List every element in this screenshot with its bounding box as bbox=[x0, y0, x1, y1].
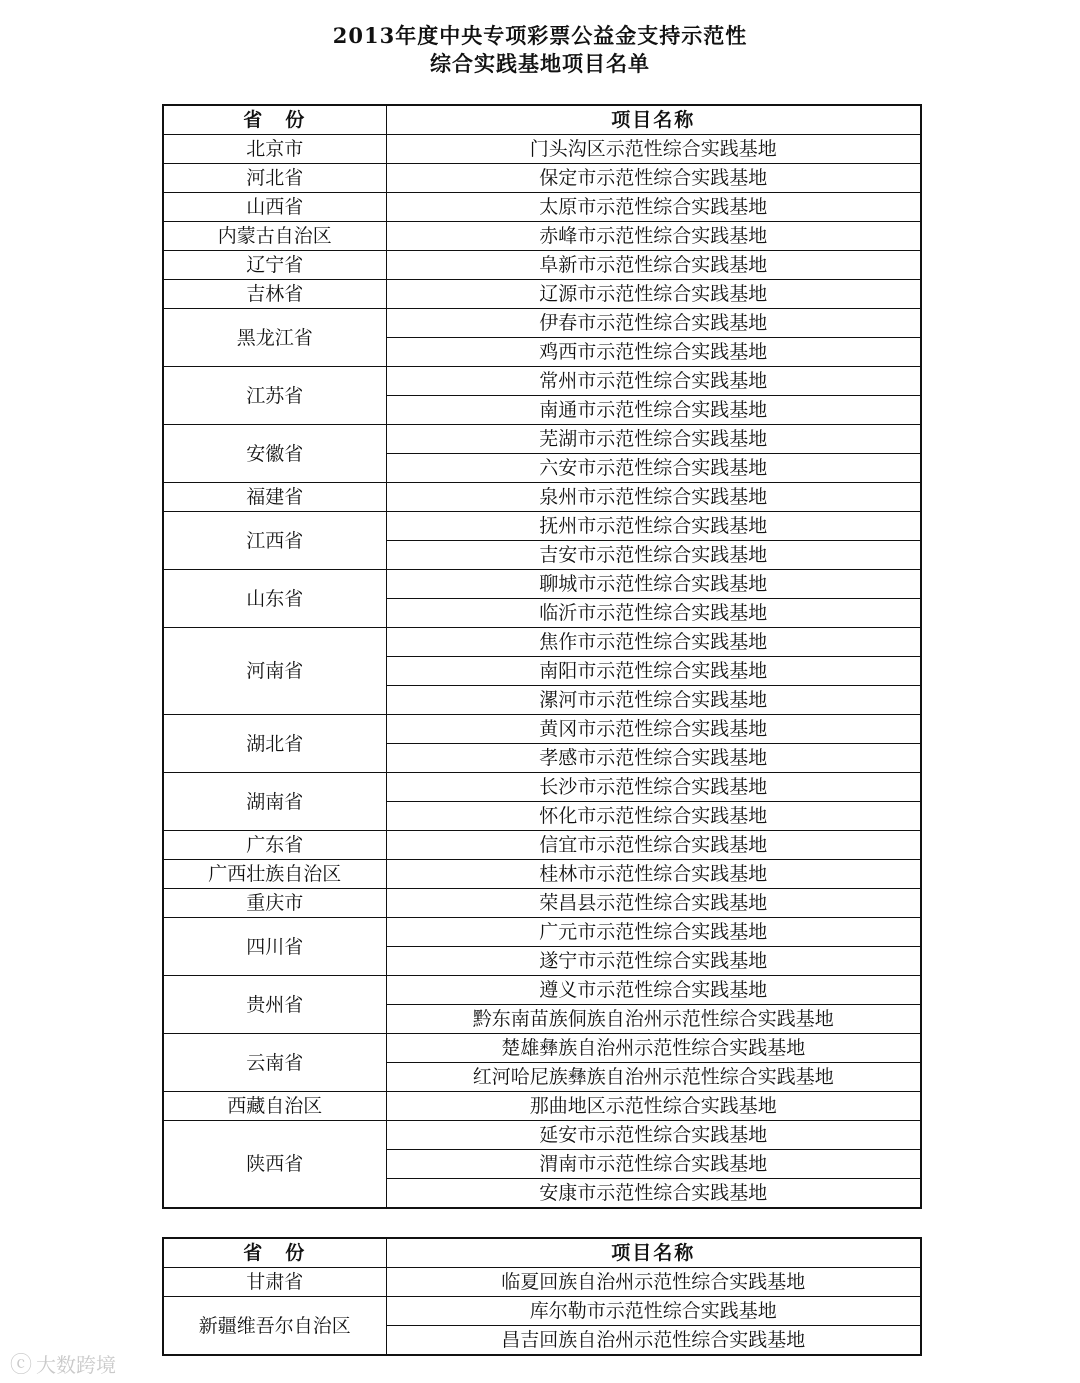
project-column-header: 项目名称 bbox=[386, 105, 921, 135]
province-cell: 陕西省 bbox=[163, 1121, 386, 1209]
table-row bbox=[163, 280, 921, 309]
province-column-header: 省 份 bbox=[163, 1238, 386, 1268]
table-row bbox=[163, 251, 921, 280]
province-cell: 湖北省 bbox=[163, 715, 386, 773]
table-row bbox=[163, 570, 921, 599]
project-cell: 楚雄彝族自治州示范性综合实践基地 bbox=[386, 1034, 921, 1063]
table-header-row bbox=[163, 105, 921, 135]
table-row bbox=[163, 309, 921, 338]
table-row bbox=[163, 715, 921, 744]
project-cell: 黄冈市示范性综合实践基地 bbox=[386, 715, 921, 744]
project-cell: 抚州市示范性综合实践基地 bbox=[386, 512, 921, 541]
table-row bbox=[163, 773, 921, 802]
province-cell: 北京市 bbox=[163, 135, 386, 164]
project-cell: 太原市示范性综合实践基地 bbox=[386, 193, 921, 222]
project-cell: 遵义市示范性综合实践基地 bbox=[386, 976, 921, 1005]
project-cell: 库尔勒市示范性综合实践基地 bbox=[386, 1297, 921, 1326]
province-cell: 江苏省 bbox=[163, 367, 386, 425]
project-cell: 聊城市示范性综合实践基地 bbox=[386, 570, 921, 599]
project-cell: 渭南市示范性综合实践基地 bbox=[386, 1150, 921, 1179]
province-cell: 安徽省 bbox=[163, 425, 386, 483]
project-cell: 南通市示范性综合实践基地 bbox=[386, 396, 921, 425]
project-cell: 焦作市示范性综合实践基地 bbox=[386, 628, 921, 657]
project-cell: 信宜市示范性综合实践基地 bbox=[386, 831, 921, 860]
table-row bbox=[163, 889, 921, 918]
project-cell: 昌吉回族自治州示范性综合实践基地 bbox=[386, 1326, 921, 1356]
table-row bbox=[163, 976, 921, 1005]
project-table-1 bbox=[162, 104, 922, 1209]
province-cell: 黑龙江省 bbox=[163, 309, 386, 367]
table-body bbox=[163, 135, 921, 1209]
project-cell: 荣昌县示范性综合实践基地 bbox=[386, 889, 921, 918]
table-row bbox=[163, 918, 921, 947]
table-row bbox=[163, 628, 921, 657]
province-cell: 吉林省 bbox=[163, 280, 386, 309]
province-cell: 重庆市 bbox=[163, 889, 386, 918]
province-cell: 福建省 bbox=[163, 483, 386, 512]
table-row bbox=[163, 222, 921, 251]
table-body bbox=[163, 1268, 921, 1356]
province-cell: 贵州省 bbox=[163, 976, 386, 1034]
project-cell: 吉安市示范性综合实践基地 bbox=[386, 541, 921, 570]
province-cell: 内蒙古自治区 bbox=[163, 222, 386, 251]
province-cell: 山西省 bbox=[163, 193, 386, 222]
table-row bbox=[163, 1092, 921, 1121]
project-cell: 鸡西市示范性综合实践基地 bbox=[386, 338, 921, 367]
province-cell: 广东省 bbox=[163, 831, 386, 860]
project-cell: 广元市示范性综合实践基地 bbox=[386, 918, 921, 947]
province-cell: 江西省 bbox=[163, 512, 386, 570]
province-cell: 河南省 bbox=[163, 628, 386, 715]
project-cell: 门头沟区示范性综合实践基地 bbox=[386, 135, 921, 164]
page-title: 2013年度中央专项彩票公益金支持示范性 bbox=[332, 23, 748, 48]
table-row bbox=[163, 831, 921, 860]
project-cell: 那曲地区示范性综合实践基地 bbox=[386, 1092, 921, 1121]
table-row bbox=[163, 1297, 921, 1326]
table-row bbox=[163, 1268, 921, 1297]
province-cell: 山东省 bbox=[163, 570, 386, 628]
province-cell: 甘肃省 bbox=[163, 1268, 386, 1297]
table-row bbox=[163, 135, 921, 164]
table-row bbox=[163, 193, 921, 222]
table-row bbox=[163, 425, 921, 454]
project-cell: 临夏回族自治州示范性综合实践基地 bbox=[386, 1268, 921, 1297]
project-cell: 红河哈尼族彝族自治州示范性综合实践基地 bbox=[386, 1063, 921, 1092]
project-cell: 长沙市示范性综合实践基地 bbox=[386, 773, 921, 802]
project-cell: 黔东南苗族侗族自治州示范性综合实践基地 bbox=[386, 1005, 921, 1034]
project-cell: 泉州市示范性综合实践基地 bbox=[386, 483, 921, 512]
project-cell: 保定市示范性综合实践基地 bbox=[386, 164, 921, 193]
table-row bbox=[163, 483, 921, 512]
project-column-header: 项目名称 bbox=[386, 1238, 921, 1268]
province-cell: 四川省 bbox=[163, 918, 386, 976]
project-cell: 阜新市示范性综合实践基地 bbox=[386, 251, 921, 280]
province-cell: 湖南省 bbox=[163, 773, 386, 831]
project-cell: 赤峰市示范性综合实践基地 bbox=[386, 222, 921, 251]
province-column-header: 省 份 bbox=[163, 105, 386, 135]
project-cell: 芜湖市示范性综合实践基地 bbox=[386, 425, 921, 454]
project-cell: 孝感市示范性综合实践基地 bbox=[386, 744, 921, 773]
table-header-row bbox=[163, 1238, 921, 1268]
project-cell: 怀化市示范性综合实践基地 bbox=[386, 802, 921, 831]
table-row bbox=[163, 164, 921, 193]
table-row bbox=[163, 367, 921, 396]
project-cell: 遂宁市示范性综合实践基地 bbox=[386, 947, 921, 976]
project-cell: 桂林市示范性综合实践基地 bbox=[386, 860, 921, 889]
project-cell: 伊春市示范性综合实践基地 bbox=[386, 309, 921, 338]
province-cell: 广西壮族自治区 bbox=[163, 860, 386, 889]
project-cell: 辽源市示范性综合实践基地 bbox=[386, 280, 921, 309]
province-cell: 河北省 bbox=[163, 164, 386, 193]
project-cell: 常州市示范性综合实践基地 bbox=[386, 367, 921, 396]
province-cell: 西藏自治区 bbox=[163, 1092, 386, 1121]
project-cell: 安康市示范性综合实践基地 bbox=[386, 1179, 921, 1209]
project-cell: 六安市示范性综合实践基地 bbox=[386, 454, 921, 483]
bubble-logo-icon: ⓒ bbox=[10, 1353, 33, 1378]
project-cell: 南阳市示范性综合实践基地 bbox=[386, 657, 921, 686]
table-row bbox=[163, 1034, 921, 1063]
watermark-text: 大数跨境 bbox=[36, 1353, 117, 1377]
project-cell: 临沂市示范性综合实践基地 bbox=[386, 599, 921, 628]
project-table-2 bbox=[162, 1237, 922, 1356]
page-subtitle: 综合实践基地项目名单 bbox=[430, 51, 650, 76]
watermark bbox=[10, 1348, 116, 1379]
table-row bbox=[163, 1121, 921, 1150]
project-cell: 漯河市示范性综合实践基地 bbox=[386, 686, 921, 715]
province-cell: 辽宁省 bbox=[163, 251, 386, 280]
province-cell: 新疆维吾尔自治区 bbox=[163, 1297, 386, 1356]
project-cell: 延安市示范性综合实践基地 bbox=[386, 1121, 921, 1150]
table-row bbox=[163, 512, 921, 541]
province-cell: 云南省 bbox=[163, 1034, 386, 1092]
table-row bbox=[163, 860, 921, 889]
